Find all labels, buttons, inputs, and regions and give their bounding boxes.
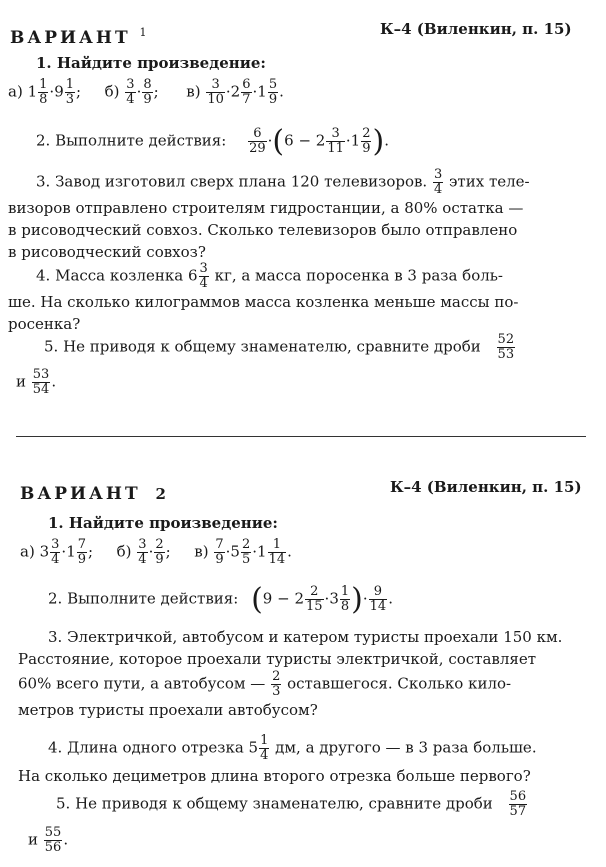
fraction: $\frac{3}{4}$ — [433, 167, 443, 197]
v1-task4: 4. Масса козленка 6 $\frac{3}{4}$ кг, а масса поросенка в 3 раза боль- ше. На сколько килограммов масса козленка меньше массы по- росенка? — [8, 261, 519, 333]
fraction: $\frac{8}{9}$ — [143, 77, 152, 107]
fraction: $\frac{55}{56}$ — [44, 825, 62, 855]
v2-task3: 3. Электричкой, автобусом и катером туристы проехали 150 км. Расстояние, которое проехали туристы электричкой, составляет 60% всего пути, а автобусом — $\frac{2}{3}$ оставшегося. Сколько кило- метров туристы проехали автобусом? — [18, 628, 563, 719]
variant-2-code: К–4 (Виленкин, п. 15) — [390, 478, 582, 496]
v1-task1-expressions: а) 1 $\frac{1}{8}$ ·9 $\frac{1}{3}$ ; б) $\frac{3}{4}$ · $\frac{8}{9}$ ; в) $\frac{3}{10}$ ·2 $\frac{6}{7}$ ·1 $\frac{5}{9}$ . — [8, 77, 284, 107]
fraction: $\frac{1}{4}$ — [260, 733, 269, 763]
fraction: $\frac{6}{7}$ — [242, 77, 251, 107]
v2-task1-expressions: а) 3 $\frac{3}{4}$ ·1 $\frac{7}{9}$ ; б) $\frac{3}{4}$ · $\frac{2}{9}$ ; в) $\frac{7}{9}$ ·5 $\frac{2}{5}$ ·1 $\frac{1}{14}$ . — [20, 537, 292, 567]
fraction: $\frac{7}{9}$ — [77, 537, 87, 567]
fraction: $\frac{53}{54}$ — [32, 367, 50, 397]
fraction: $\frac{2}{9}$ — [362, 126, 371, 156]
fraction: $\frac{2}{9}$ — [155, 537, 164, 567]
fraction: $\frac{3}{4}$ — [199, 261, 208, 291]
v1-task2: 2. Выполните действия: $\frac{6}{29}$ ·(6 − 2 $\frac{3}{11}$ ·1 $\frac{2}{9}$ ). — [36, 124, 389, 159]
v1-task5: 5. Не приводя к общему знаменателю, сравните дроби $\frac{52}{53}$ — [44, 332, 515, 362]
fraction: $\frac{1}{14}$ — [268, 537, 286, 567]
fraction: $\frac{5}{9}$ — [268, 77, 278, 107]
variant-2-number: 2 — [155, 485, 169, 503]
v2-task5-cont: и $\frac{55}{56}$ . — [28, 825, 69, 855]
fraction: $\frac{2}{5}$ — [241, 537, 251, 567]
variant-1-number: 1 — [139, 26, 147, 39]
fraction: $\frac{1}{8}$ — [39, 77, 48, 107]
fraction: $\frac{52}{53}$ — [497, 332, 515, 362]
v2-task1-label: 1. Найдите произведение: — [48, 514, 278, 532]
fraction: $\frac{3}{10}$ — [207, 77, 224, 107]
v1-task5-cont: и $\frac{53}{54}$ . — [16, 367, 57, 397]
fraction: $\frac{7}{9}$ — [215, 537, 224, 567]
variant-1-code: К–4 (Виленкин, п. 15) — [380, 20, 572, 38]
fraction: $\frac{3}{11}$ — [327, 126, 344, 156]
section-divider — [16, 436, 586, 437]
fraction: $\frac{3}{4}$ — [51, 537, 60, 567]
v2-task2: 2. Выполните действия: (9 − 2 $\frac{2}{15}$ ·3 $\frac{1}{8}$ )· $\frac{9}{14}$ . — [48, 582, 393, 617]
variant-1-heading: ВАРИАНТ $^1$ — [10, 26, 147, 48]
v1-task1-label: 1. Найдите произведение: — [36, 54, 266, 72]
fraction: $\frac{1}{8}$ — [340, 584, 350, 614]
fraction: $\frac{3}{4}$ — [138, 537, 147, 567]
v1-task3: 3. Завод изготовил сверх плана 120 телевизоров. $\frac{3}{4}$ этих теле- визоров отправлено строителям гидростанции, а 80% остатка — в рисоводческий совхоз. Сколько телевизоров было отправлено в рисоводческий совхоз? — [8, 167, 530, 261]
fraction: $\frac{9}{14}$ — [369, 584, 387, 614]
fraction: $\frac{2}{15}$ — [306, 584, 323, 614]
variant-2-heading: ВАРИАНТ 2 — [20, 484, 169, 504]
fraction: $\frac{6}{29}$ — [249, 126, 266, 156]
v2-task4: 4. Длина одного отрезка 5 $\frac{1}{4}$ дм, а другого — в 3 раза больше. На сколько дециметров длина второго отрезка больше первого? — [18, 733, 537, 785]
fraction: $\frac{3}{4}$ — [126, 77, 135, 107]
v2-task5: 5. Не приводя к общему знаменателю, сравните дроби $\frac{56}{57}$ — [56, 789, 527, 819]
fraction: $\frac{56}{57}$ — [509, 789, 527, 819]
fraction: $\frac{2}{3}$ — [272, 669, 281, 699]
fraction: $\frac{1}{3}$ — [65, 77, 75, 107]
